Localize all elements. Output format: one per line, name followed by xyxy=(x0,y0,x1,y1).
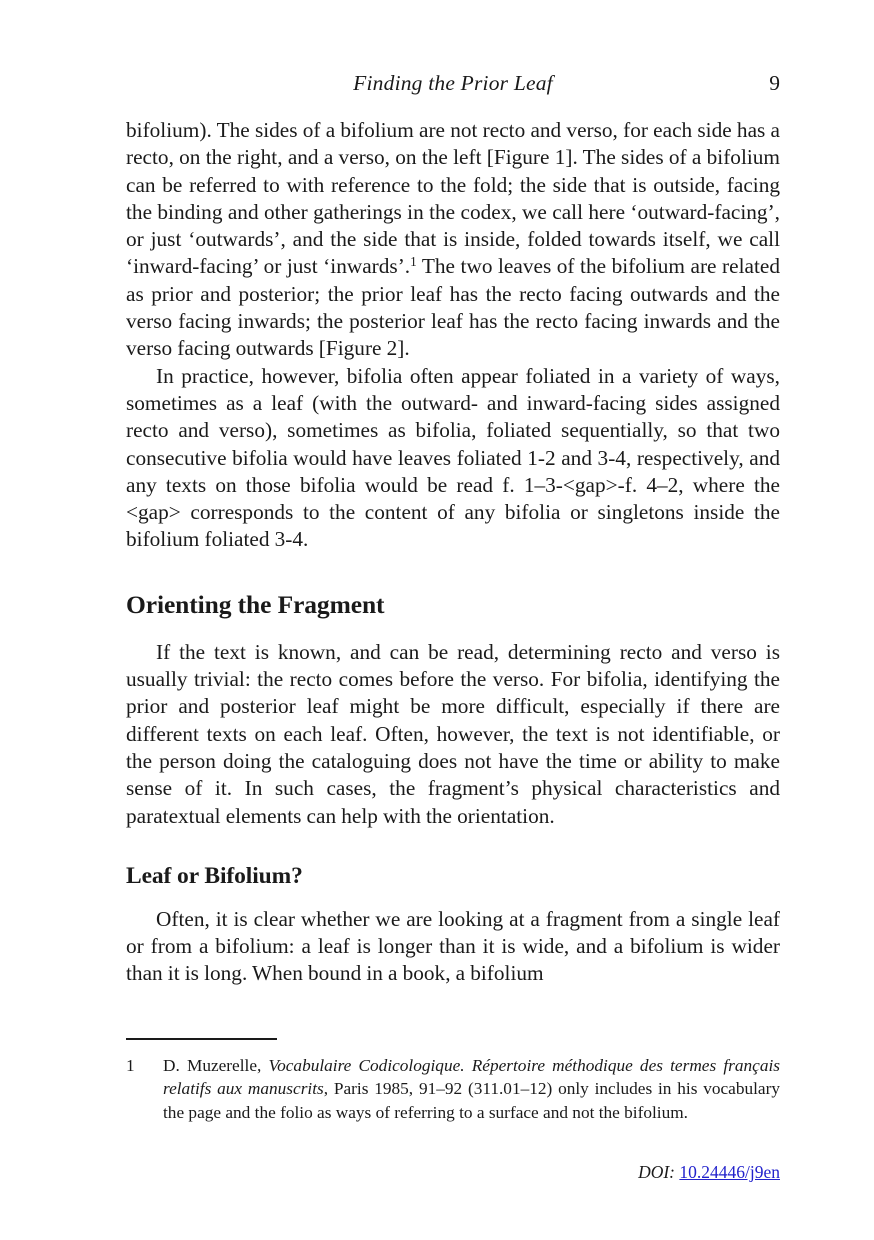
subsection-spacer-top xyxy=(126,830,780,861)
doi-label: DOI: xyxy=(638,1162,675,1182)
paragraph-1 xyxy=(126,117,780,363)
body-text xyxy=(126,117,780,988)
footnote-number: 1 xyxy=(126,1056,135,1075)
section-spacer-top xyxy=(126,554,780,590)
footnote-area xyxy=(126,1038,780,1124)
paragraph-1-text-b: The two leaves of the bifolium are related as prior and posterior; the prior leaf has the recto facing outwards and the verso facing inwards; the posterior leaf has the recto facing inwards and the verso facing outwards [Figure 2]. xyxy=(126,254,780,361)
footnote-item xyxy=(126,1054,780,1124)
paragraph-2: In practice, however, bifolia often appear foliated in a variety of ways, sometimes as a leaf (with the outward- and inward-facing sides assigned recto and verso), sometimes as bifolia, foliated sequentially, so that two consecutive bifolia would have leaves foliated 1-2 and 3-4, respectively, and any texts on those bifolia would be read f. 1–3-<gap>-f. 4–2, where the <gap> corresponds to the content of any bifolia or singletons inside the bifolium foliated 3-4. xyxy=(126,363,780,552)
paragraph-3: If the text is known, and can be read, determining recto and verso is usually trivial: the recto comes before the verso. For bifolia, identifying the prior and posterior leaf might be more difficult, especially if there are different texts on each leaf. Often, however, the text is not identifiable, or the person doing the cataloguing does not have the time or ability to make sense of it. In such cases, the fragment’s physical characteristics and paratextual elements can help with the orientation. xyxy=(126,639,780,828)
footnote-text-part-2: , Paris 1985, 91–92 (311.01–12) only includes in his vocabulary the page and the folio as ways of referring to a surface and not the bifolium. xyxy=(163,1079,780,1122)
section-heading-leaf-or-bifolium: Leaf or Bifolium? xyxy=(126,862,303,889)
running-head xyxy=(126,68,780,98)
footnote-work-title: Vocabulaire Codicologique. Répertoire méthodique des termes français relatifs aux manuscrits xyxy=(163,1056,780,1099)
footnote-reference-marker[interactable]: 1 xyxy=(410,254,417,270)
footnote-separator-rule xyxy=(126,1038,277,1040)
doi-link[interactable]: 10.24446/j9en xyxy=(679,1162,780,1182)
paragraph-1-text-a: bifolium). The sides of a bifolium are not recto and verso, for each side has a recto, on the right, and a verso, on the left [Figure 1]. The sides of a bifolium can be referred to with reference to the fold; the side that is outside, facing the binding and other gatherings in the codex, we call here ‘outward-facing’, or just ‘outwards’, and the side that is inside, folded towards itself, we call ‘inward-facing’ or just ‘inwards’. xyxy=(126,118,780,279)
paragraph-4: Often, it is clear whether we are looking at a fragment from a single leaf or from a bifolium: a leaf is longer than it is wide, and a bifolium is wider than it is long. When bound in a book, a bifolium xyxy=(126,906,780,986)
running-head-title: Finding the Prior Leaf xyxy=(353,71,553,95)
page-number: 9 xyxy=(769,71,780,95)
footnote-text xyxy=(163,1056,780,1122)
doi-line xyxy=(638,1161,780,1183)
footnote-text-part-1: D. Muzerelle, xyxy=(163,1056,269,1075)
section-heading-orienting-the-fragment: Orienting the Fragment xyxy=(126,589,385,619)
section-spacer-bottom xyxy=(126,620,780,639)
subsection-spacer-bottom xyxy=(126,891,780,906)
